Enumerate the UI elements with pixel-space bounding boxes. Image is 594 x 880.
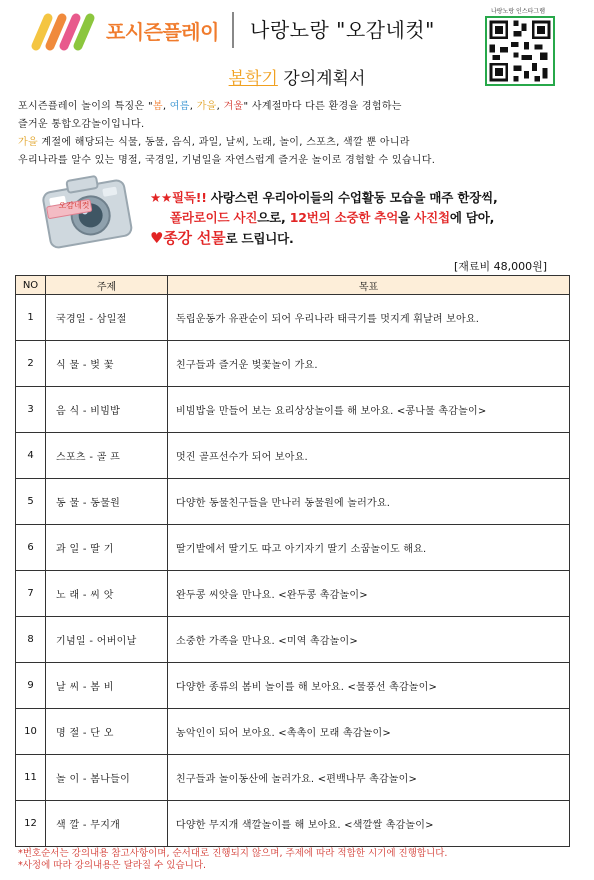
intro-sep: ,	[189, 101, 197, 112]
intro-season: 가을	[18, 137, 38, 148]
promo-line-3	[150, 228, 570, 249]
row-topic: 음 식 - 비빔밥	[46, 387, 168, 433]
row-topic: 스포츠 - 골 프	[46, 433, 168, 479]
row-goal: 딸기밭에서 딸기도 따고 아기자기 딸기 소꿉놀이도 해요.	[168, 525, 570, 571]
header-divider	[232, 12, 234, 48]
row-topic: 과 일 - 딸 기	[46, 525, 168, 571]
material-fee: [재료비 48,000원]	[454, 260, 548, 273]
table-header-row	[16, 276, 570, 295]
intro-text: 계절에 해당되는 식물, 동물, 음식, 과일, 날씨, 노래, 놀이, 스포츠, 색깔 뿐 아니라	[37, 137, 410, 148]
promo-text: 으로,	[257, 210, 290, 225]
row-no: 11	[16, 755, 46, 801]
header-topic: 주제	[46, 276, 168, 295]
plan-title-season: 봄학기	[228, 69, 278, 89]
promo-text: 사랑스런 우리아이들의 수업활동 모습을 매주 한장씩,	[206, 190, 498, 205]
table-row	[16, 709, 570, 755]
intro-line-4: 우리나라를 알수 있는 명절, 국경일, 기념일을 자연스럽게 즐거운 놀이로 경험할 수 있습니다.	[18, 155, 436, 166]
table-row	[16, 479, 570, 525]
row-no: 3	[16, 387, 46, 433]
header-no: NO	[16, 276, 46, 295]
row-no: 12	[16, 801, 46, 847]
promo-gift: ♥종강 선물	[150, 229, 226, 247]
row-goal: 독립운동가 유관순이 되어 우리나라 태극기를 멋지게 휘날려 보아요.	[168, 295, 570, 341]
table-row	[16, 617, 570, 663]
table-row	[16, 663, 570, 709]
footer-notes	[18, 848, 588, 872]
row-goal: 소중한 가족을 만나요. <미역 촉감놀이>	[168, 617, 570, 663]
season-autumn: 가을	[196, 101, 217, 112]
row-goal: 비빔밥을 만들어 보는 요리상상놀이를 해 보아요. <콩나물 촉감놀이>	[168, 387, 570, 433]
promo-must-read: 필독!!	[172, 190, 207, 205]
row-no: 6	[16, 525, 46, 571]
table-row	[16, 801, 570, 847]
intro-paragraph	[18, 98, 578, 170]
promo-album: 사진첩	[414, 210, 450, 225]
table-row	[16, 525, 570, 571]
row-topic: 날 씨 - 봄 비	[46, 663, 168, 709]
table-row	[16, 295, 570, 341]
intro-text: 포시즌플레이 놀이의 특징은 "	[18, 101, 153, 112]
intro-sep: ,	[162, 101, 170, 112]
row-topic: 명 절 - 단 오	[46, 709, 168, 755]
qr-caption: 나랑노랑 인스타그램	[490, 8, 546, 15]
row-topic: 동 물 - 동물원	[46, 479, 168, 525]
intro-line-3	[18, 134, 578, 152]
season-winter: 겨울	[223, 101, 244, 112]
table-row	[16, 755, 570, 801]
row-no: 7	[16, 571, 46, 617]
promo-line-1	[150, 188, 570, 208]
row-topic: 기념일 - 어버이날	[46, 617, 168, 663]
table-row	[16, 387, 570, 433]
promo-text: 로 드립니다.	[225, 231, 294, 246]
table-row	[16, 571, 570, 617]
row-goal: 친구들과 즐거운 벚꽃놀이 가요.	[168, 341, 570, 387]
season-summer: 여름	[169, 101, 190, 112]
row-goal: 완두콩 씨앗을 만나요. <완두콩 촉감놀이>	[168, 571, 570, 617]
header-subtitle: 나랑노랑 "오감네컷"	[250, 18, 435, 42]
camera-icon	[38, 172, 136, 252]
camera-label: 오감네컷	[58, 201, 90, 210]
row-topic: 국경일 - 삼일절	[46, 295, 168, 341]
row-topic: 색 깔 - 무지개	[46, 801, 168, 847]
row-goal: 다양한 종류의 봄비 놀이를 해 보아요. <물풍선 촉감놀이>	[168, 663, 570, 709]
row-no: 5	[16, 479, 46, 525]
lesson-plan-table	[15, 275, 570, 847]
plan-title-rest: 강의계획서	[277, 69, 366, 89]
promo-memories: 12번의 소중한 추억	[289, 210, 399, 225]
table-row	[16, 433, 570, 479]
brand-logo-icon	[30, 12, 102, 52]
brand-name: 포시즌플레이	[106, 20, 219, 44]
promo-text: 을	[398, 210, 415, 225]
plan-title	[0, 64, 594, 89]
row-no: 1	[16, 295, 46, 341]
row-no: 9	[16, 663, 46, 709]
season-spring: 봄	[152, 101, 163, 112]
row-no: 4	[16, 433, 46, 479]
intro-text: " 사계절마다 다른 환경을 경험하는	[243, 101, 402, 112]
row-goal: 다양한 무지개 색깔놀이를 해 보아요. <색깔쌀 촉감놀이>	[168, 801, 570, 847]
row-no: 2	[16, 341, 46, 387]
promo-line-2	[150, 208, 570, 228]
promo-stars: ★★	[150, 190, 173, 205]
row-goal: 농악인이 되어 보아요. <촉촉이 모래 촉감놀이>	[168, 709, 570, 755]
row-goal: 멋진 골프선수가 되어 보아요.	[168, 433, 570, 479]
row-topic: 놀 이 - 봄나들이	[46, 755, 168, 801]
table-row	[16, 341, 570, 387]
note-2: *사정에 따라 강의내용은 달라질 수 있습니다.	[18, 860, 207, 871]
promo-polaroid: 폴라로이드 사진	[170, 210, 258, 225]
header-goal: 목표	[168, 276, 570, 295]
row-topic: 식 물 - 벚 꽃	[46, 341, 168, 387]
intro-sep: ,	[216, 101, 224, 112]
intro-line-2: 즐거운 통합오감놀이입니다.	[18, 119, 145, 130]
row-no: 8	[16, 617, 46, 663]
row-goal: 다양한 동물친구들을 만나러 동물원에 놀러가요.	[168, 479, 570, 525]
row-goal: 친구들과 놀이동산에 놀러가요. <편백나무 촉감놀이>	[168, 755, 570, 801]
row-no: 10	[16, 709, 46, 755]
note-1: *번호순서는 강의내용 참고사항이며, 순서대로 진행되지 않으며, 주제에 따라 적합한 시기에 진행합니다.	[18, 848, 448, 859]
promo-banner	[150, 188, 570, 249]
intro-line-1	[18, 98, 578, 116]
row-topic: 노 래 - 씨 앗	[46, 571, 168, 617]
promo-text: 에 담아,	[449, 210, 495, 225]
